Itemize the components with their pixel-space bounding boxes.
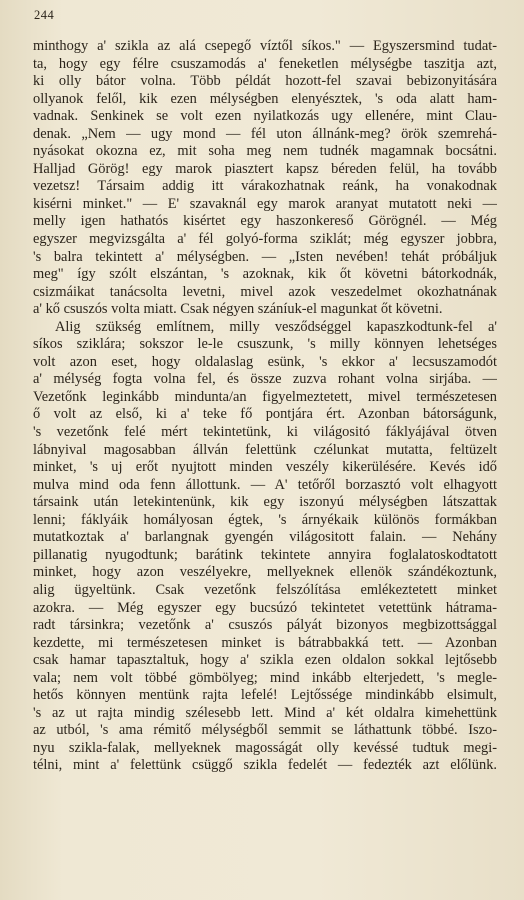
page-number: 244 [34,8,55,22]
text-line: alig ügyeltünk. Csak vezetőnk felszólítása emlékeztetett minket [33,581,497,598]
text-line: meg" így szólt elszántan, 's azoknak, kik őt követni bátorkodnák, [33,266,497,283]
text-line: egyszer megvizsgálta a' fél golyó-forma sziklát; még egyszer jobbra, [33,231,497,248]
text-line: csizmáikat tanácsolta levetni, mivel azok veszedelmet okozhatnának [33,283,497,300]
text-line: volt azon eset, hogy oldalaslag esünk, 's ekkor a' lecsuszamodót [33,353,497,370]
text-line: lábnyival magosabban állván felettünk czélunkat mutatta, feltüzelt [33,441,497,458]
text-line: síkos sziklára; sokszor le-le csuszunk, 's milly könnyen lehetséges [33,336,497,353]
text-line: csak hamar tapasztaltuk, hogy a' szikla ezen oldalon sokkal lejtősebb [33,652,497,669]
text-line: nyu szikla-falak, mellyeknek magosságát olly kevéssé tudtuk megi- [33,739,497,756]
text-line: Alig szükség említnem, milly vesződséggel kapaszkodtunk-fel a' [55,318,497,335]
text-line: minket, hogy azon veszélyekre, mellyeknek ellenök szándékoztunk, [33,564,497,581]
text-line: azokra. — Még egyszer egy bucsúzó tekintetet vetettünk hátrama- [33,599,497,616]
text-line: ollyanok felől, kik ezen mélységben elenyésztek, 's oda alatt ham- [33,90,497,107]
text-line: az utból, 's ama rémitő mélységből semmit se láthattunk többé. Iszo- [33,722,497,739]
text-line: vezetsz! Társaim addig itt várakozhatnak reánk, ha vonakodnak [33,178,497,195]
text-line: 's az ut rajta mindig szélesebb lett. Mind a' két oldalra kimehettünk [33,704,497,721]
text-line: nyásokat okozna ez, mit soha meg nem tudnék magamnak bocsátni. [33,143,497,160]
text-line: Vezetőnk leginkább mindunta/an figyelmeztetett, mivel természetesen [33,388,497,405]
text-line: Halljad Görög! egy marok piasztert kapsz béreden felül, ha tovább [33,160,497,177]
text-line: melly igen hathatós kisértet egy haszonkereső Görögnél. — Még [33,213,497,230]
text-line: télni, mint a' felettünk csüggő szikla fedelét — fedezték azt előlünk. [33,757,497,774]
text-line: kisérni minket." — E' szavaknál egy marok aranyat mutatott neki — [33,195,497,212]
text-line: 's vezetőnk felé mért tekintetünk, ki világositó fáklyájával ötven [33,424,497,441]
text-line: vadnak. Senkinek se volt ezen nyilatkozás ugy ellenére, mint Clau- [33,108,497,125]
text-line: mulva mind oda fenn állottunk. — A' tetőről borzasztó volt elhagyott [33,476,497,493]
text-line: ő volt az első, ki a' teke fő pontjára ért. Azonban bátorságunk, [33,406,497,423]
text-line: minthogy a' szikla az alá csepegő víztől síkos." — Egyszersmind tudat- [33,38,497,54]
text-line: a' mélység fogta volna fel, és össze zuzva rohant volna sirjába. — [33,371,497,388]
text-line: társaink után letekintenünk, kik egy iszonyú mélységben látszattak [33,494,497,511]
text-line: mutatkoztak a' barlangnak gyengén világositott falain. — Nehány [33,529,497,546]
text-line: hetős könnyen mentünk rajta lefelé! Lejtőssége mindinkább elsimult, [33,687,497,704]
text-line: a' kő csuszós volta miatt. Csak négyen száníuk-el magunkat őt követni. [33,301,443,318]
text-line: lenni; fáklyáik homályosan égtek, 's árnyékaik különös formákban [33,511,497,528]
text-line: pillanatig nyugodtunk; barátink tekintete annyira foglalatoskodtatott [33,546,497,563]
body-text [33,38,497,775]
text-line: denak. „Nem — ugy mond — fél uton állnánk-meg? örök szemrehá- [33,125,497,142]
text-line: minket, 's uj erőt nyujtott minden veszély kikerülésére. Kevés idő [33,459,497,476]
text-line: kezdette, mi természetesen minket is bátrabbakká tett. — Azonban [33,634,497,651]
text-line: radt társinkra; vezetőnk a' csuszós pályát bizonyos megbizottsággal [33,617,497,634]
text-line: ki olly bátor volna. Több példát hozott-fel szavai bebizonyitására [33,73,497,90]
text-line: vala; nem volt többé gömbölyeg; mind inkább elterjedett, 's megle- [33,669,497,686]
text-line: 's balra tekintett a' mélységben. — „Isten nevében! tehát próbáljuk [33,248,497,265]
text-line: ta, hogy egy félre csuszamodás a' feneketlen mélységbe taszitja azt, [33,55,497,72]
